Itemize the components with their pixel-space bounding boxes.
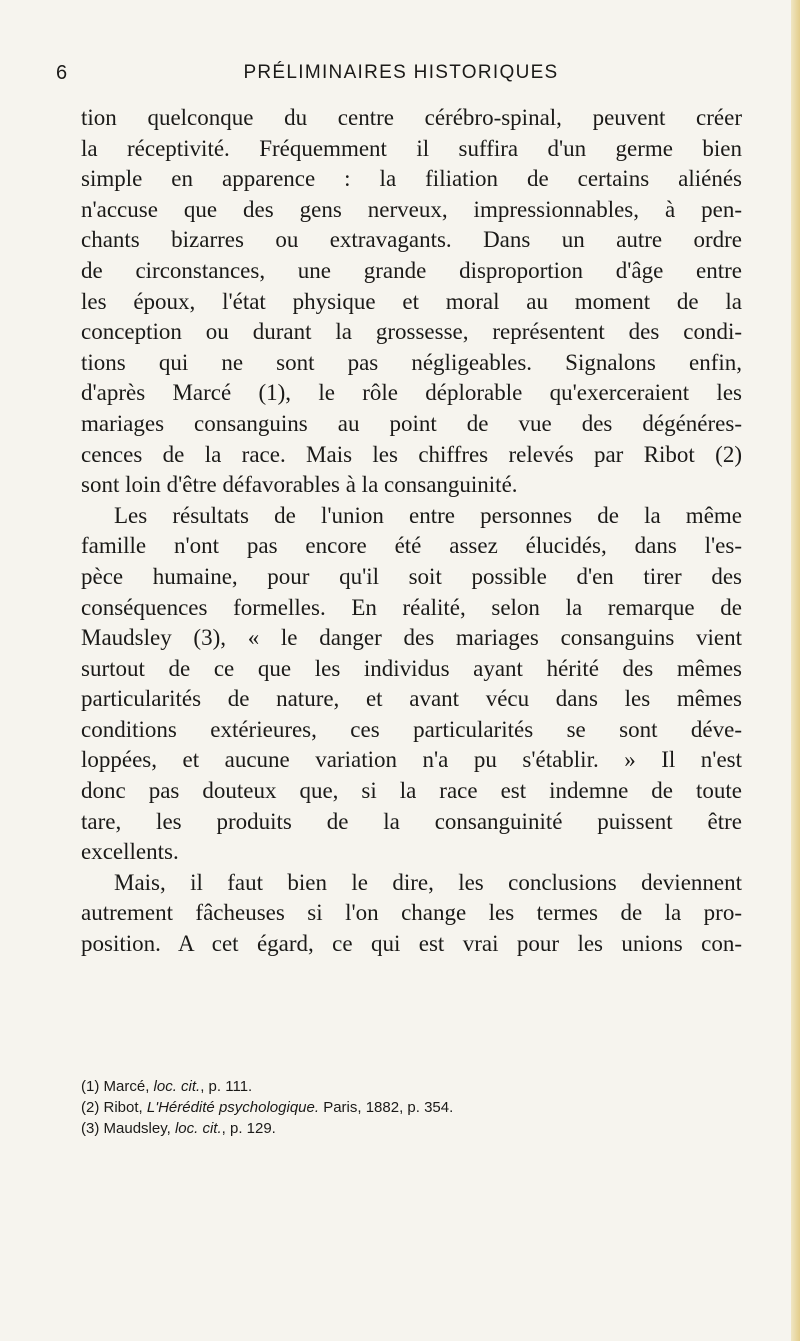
text-line: pèce humaine, pour qu'il soit possible d'en tirer des <box>81 563 742 589</box>
text-line: loppées, et aucune variation n'a pu s'établir. » Il n'est <box>81 747 742 773</box>
text-line: la réceptivité. Fréquemment il suffira d'un germe bien <box>81 135 742 161</box>
paragraph-start-line: Les résultats de l'union entre personnes de la même <box>114 502 742 528</box>
text-line: sont loin d'être défavorables à la consanguinité. <box>81 472 518 498</box>
text-line: simple en apparence : la filiation de certains aliénés <box>81 166 742 192</box>
text-line: conséquences formelles. En réalité, selon la remarque de <box>81 594 742 620</box>
footnote-detail: , p. 111. <box>200 1078 253 1095</box>
running-title: PRÉLIMINAIRES HISTORIQUES <box>243 62 559 83</box>
footnote-reference: loc. cit. <box>174 1120 222 1137</box>
paragraph-start-line: Mais, il faut bien le dire, les conclusions deviennent <box>114 869 742 895</box>
footnote-marker: (3) <box>81 1120 100 1137</box>
text-line: n'accuse que des gens nerveux, impressionnables, à pen- <box>81 196 742 222</box>
footnote-detail: Paris, 1882, p. 354. <box>319 1099 454 1116</box>
text-line: d'après Marcé (1), le rôle déplorable qu'exerceraient les <box>81 380 742 406</box>
body-text <box>81 103 742 960</box>
footnote-author: Maudsley, <box>103 1120 171 1137</box>
footnote-marker: (1) <box>81 1078 100 1095</box>
text-line: donc pas douteux que, si la race est indemne de toute <box>81 778 742 804</box>
text-line: de circonstances, une grande disproportion d'âge entre <box>81 257 742 283</box>
text-line: excellents. <box>81 839 179 865</box>
text-line: surtout de ce que les individus ayant hérité des mêmes <box>81 655 742 681</box>
text-line: cences de la race. Mais les chiffres relevés par Ribot (2) <box>81 441 742 467</box>
footnote-author: Marcé, <box>103 1078 150 1095</box>
text-line: famille n'ont pas encore été assez élucidés, dans l'es- <box>81 533 742 559</box>
page-number: 6 <box>56 62 68 84</box>
footnote-author: Ribot, <box>103 1099 143 1116</box>
text-line: tions qui ne sont pas négligeables. Signalons enfin, <box>81 349 742 375</box>
text-line: mariages consanguins au point de vue des dégénéres- <box>81 410 742 436</box>
text-line: tare, les produits de la consanguinité puissent être <box>81 808 742 834</box>
footnote-marker: (2) <box>81 1099 100 1116</box>
text-line: Maudsley (3), « le danger des mariages consanguins vient <box>81 625 742 651</box>
footnote-detail: , p. 129. <box>221 1120 276 1137</box>
footnote-reference: L'Hérédité psychologique. <box>146 1099 320 1116</box>
text-line: particularités de nature, et avant vécu dans les mêmes <box>81 686 742 712</box>
text-line: chants bizarres ou extravagants. Dans un autre ordre <box>81 227 742 253</box>
footnote <box>81 1097 742 1118</box>
text-line: les époux, l'état physique et moral au moment de la <box>81 288 742 314</box>
page-edge <box>791 0 800 1341</box>
footnote <box>81 1076 742 1097</box>
text-line: tion quelconque du centre cérébro-spinal, peuvent créer <box>81 105 742 130</box>
text-line: conditions extérieures, ces particularités se sont déve- <box>81 716 742 742</box>
page-header <box>56 62 746 92</box>
text-line: position. A cet égard, ce qui est vrai pour les unions con- <box>81 931 742 957</box>
footnote-reference: loc. cit. <box>153 1078 201 1095</box>
text-line: autrement fâcheuses si l'on change les termes de la pro- <box>81 900 742 926</box>
footnote <box>81 1118 742 1139</box>
text-line: conception ou durant la grossesse, représentent des condi- <box>81 319 742 345</box>
footnotes <box>81 1076 742 1139</box>
